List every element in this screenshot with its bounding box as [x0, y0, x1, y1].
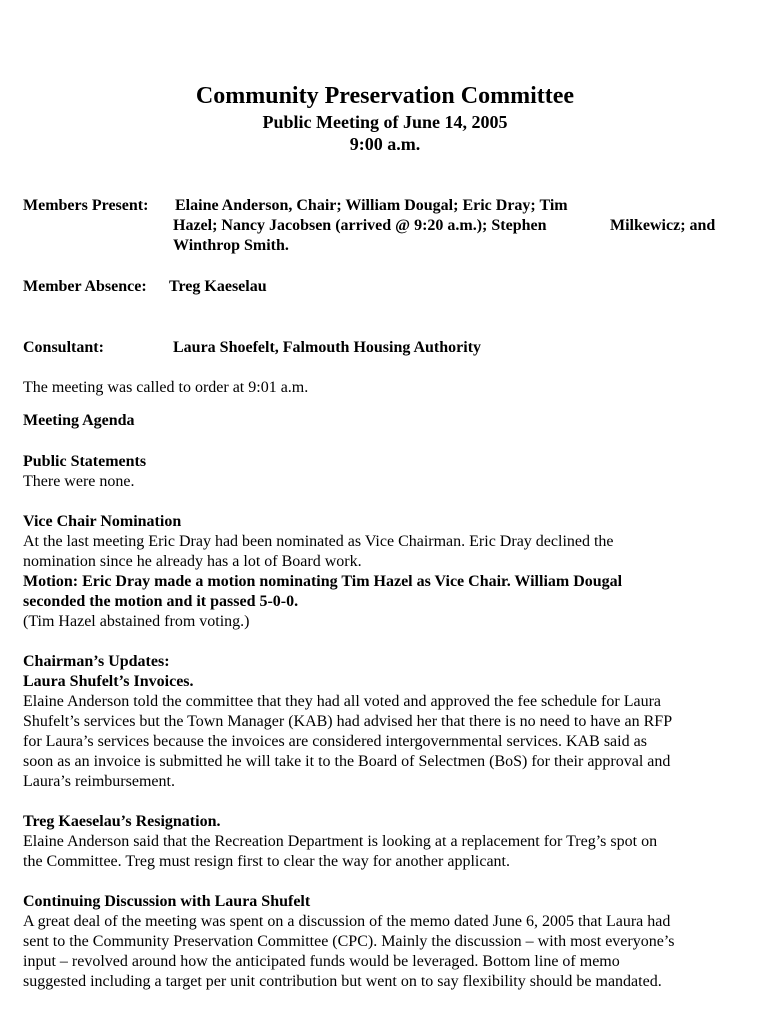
invoices-heading: Laura Shufelt’s Invoices. — [23, 673, 194, 690]
motion-line-2: seconded the motion and it passed 5-0-0. — [23, 593, 299, 610]
invoices-line-5: Laura’s reimbursement. — [23, 773, 175, 790]
invoices-line-1: Elaine Anderson told the committee that they had all voted and approved the fee schedule for Laura — [23, 693, 661, 710]
continuing-line-1: A great deal of the meeting was spent on a discussion of the memo dated June 6, 2005 that Laura had — [23, 913, 671, 930]
vice-chair-line-2: nomination since he already has a lot of Board work. — [23, 553, 362, 570]
members-present-label: Members Present: — [23, 197, 149, 214]
meeting-time: 9:00 a.m. — [349, 134, 421, 154]
continuing-line-2: sent to the Community Preservation Committee (CPC). Mainly the discussion – with most everyone’s — [23, 933, 675, 950]
continuing-line-4: suggested including a target per unit contribution but went on to say flexibility should be mandated. — [23, 973, 662, 990]
invoices-line-2: Shufelt’s services but the Town Manager (KAB) had advised her that there is no need to have an RFP — [23, 713, 673, 730]
public-statements-heading: Public Statements — [23, 453, 147, 470]
invoices-line-3: for Laura’s services because the invoices are considered intergovernmental services. KAB said as — [23, 733, 647, 750]
abstain-note: (Tim Hazel abstained from voting.) — [23, 613, 250, 630]
consultant-name: Laura Shoefelt, Falmouth Housing Authority — [173, 339, 482, 356]
members-line-2a: Hazel; Nancy Jacobsen (arrived @ 9:20 a.m.); Stephen — [173, 217, 547, 234]
resignation-heading: Treg Kaeselau’s Resignation. — [23, 813, 221, 830]
motion-line-1: Motion: Eric Dray made a motion nominating Tim Hazel as Vice Chair. William Dougal — [23, 573, 623, 590]
members-line-1: Elaine Anderson, Chair; William Dougal; Eric Dray; Tim — [175, 197, 568, 214]
member-absence-label: Member Absence: — [23, 278, 147, 295]
member-absence-name: Treg Kaeselau — [169, 278, 267, 295]
vice-chair-heading: Vice Chair Nomination — [23, 513, 182, 530]
vice-chair-line-1: At the last meeting Eric Dray had been nominated as Vice Chairman. Eric Dray declined the — [23, 533, 614, 550]
call-to-order: The meeting was called to order at 9:01 a.m. — [23, 379, 309, 396]
page-title: Community Preservation Committee — [195, 83, 575, 109]
continuing-line-3: input – revolved around how the anticipated funds would be leveraged. Bottom line of memo — [23, 953, 620, 970]
members-line-3: Winthrop Smith. — [173, 237, 289, 254]
resignation-line-1: Elaine Anderson said that the Recreation Department is looking at a replacement for Treg’s spot on — [23, 833, 658, 850]
chairman-updates-heading: Chairman’s Updates: — [23, 653, 170, 670]
agenda-heading: Meeting Agenda — [23, 412, 135, 429]
public-statements-text: There were none. — [23, 473, 135, 490]
invoices-line-4: soon as an invoice is submitted he will take it to the Board of Selectmen (BoS) for their approval and — [23, 753, 671, 770]
members-line-2b: Milkewicz; and — [610, 217, 716, 234]
resignation-line-2: the Committee. Treg must resign first to clear the way for another applicant. — [23, 853, 510, 870]
consultant-label: Consultant: — [23, 339, 104, 356]
continuing-discussion-heading: Continuing Discussion with Laura Shufelt — [23, 893, 311, 910]
meeting-date: Public Meeting of June 14, 2005 — [262, 112, 508, 132]
